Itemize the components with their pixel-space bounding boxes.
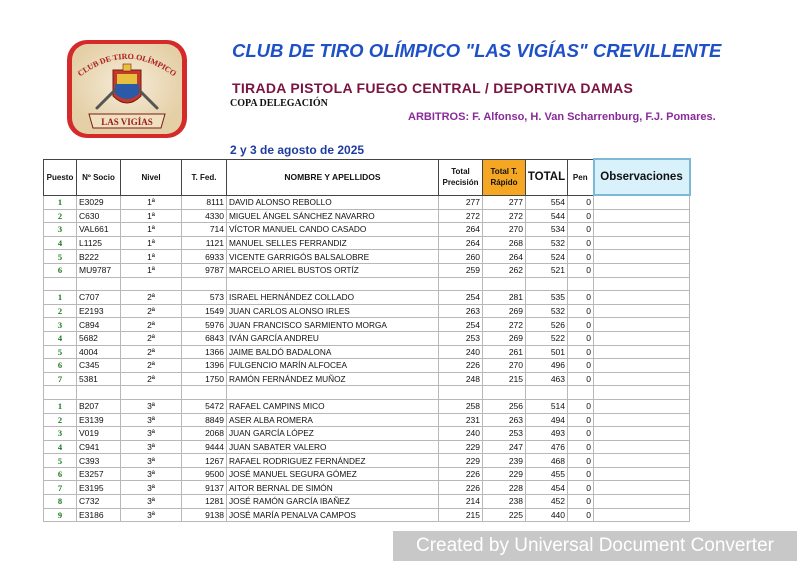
cell-puesto: 8 [44,495,77,509]
cell-observaciones [594,386,690,400]
cell-observaciones [594,454,690,468]
cell-fed: 1549 [182,304,227,318]
cell-pen: 0 [568,495,594,509]
cell-observaciones [594,413,690,427]
cell-socio: E3139 [77,413,121,427]
cell-total [526,386,568,400]
cell-precision [439,277,483,291]
cell-observaciones [594,467,690,481]
cell-precision [439,386,483,400]
cell-fed: 9137 [182,481,227,495]
cell-fed: 714 [182,223,227,237]
event-date: 2 y 3 de agosto de 2025 [230,143,365,157]
cell-precision: 240 [439,345,483,359]
cell-puesto: 3 [44,427,77,441]
table-row [44,195,690,209]
cell-puesto: 1 [44,195,77,209]
table-header-row [44,159,690,195]
cell-nivel: 1ª [121,263,182,277]
cell-rapido: 270 [483,359,526,373]
cell-socio: E3195 [77,481,121,495]
results-table [43,158,691,522]
cell-nombre: AITOR BERNAL DE SIMÓN [227,481,439,495]
cell-fed: 1121 [182,236,227,250]
cell-rapido: 281 [483,291,526,305]
cell-pen: 0 [568,304,594,318]
cell-pen: 0 [568,399,594,413]
table-row [44,223,690,237]
cell-total: 493 [526,427,568,441]
cell-rapido: 264 [483,250,526,264]
cell-total: 521 [526,263,568,277]
cell-nombre: JOSÉ MANUEL SEGURA GÓMEZ [227,467,439,481]
cell-observaciones [594,291,690,305]
cell-puesto: 7 [44,372,77,386]
results-body [44,195,690,522]
cell-precision: 254 [439,291,483,305]
cell-pen: 0 [568,331,594,345]
cell-total: 514 [526,399,568,413]
cell-pen: 0 [568,427,594,441]
cell-observaciones [594,495,690,509]
cell-socio: E3186 [77,508,121,522]
cell-puesto: 6 [44,359,77,373]
cell-fed: 8849 [182,413,227,427]
cell-fed: 1366 [182,345,227,359]
cell-rapido: 263 [483,413,526,427]
cell-puesto: 2 [44,304,77,318]
competition-subtitle: TIRADA PISTOLA FUEGO CENTRAL / DEPORTIVA DAMAS [232,80,634,96]
cell-observaciones [594,223,690,237]
col-header-pen: Pen [568,159,594,195]
cell-puesto: 2 [44,413,77,427]
cell-puesto: 6 [44,263,77,277]
cell-total: 476 [526,440,568,454]
cell-rapido: 229 [483,467,526,481]
cell-nombre: DAVID ALONSO REBOLLO [227,195,439,209]
cell-nivel: 3ª [121,495,182,509]
club-logo [65,38,189,140]
cell-socio [77,386,121,400]
table-row [44,372,690,386]
col-header-total: TOTAL [526,159,568,195]
cell-nombre [227,277,439,291]
cell-nivel: 1ª [121,236,182,250]
cell-observaciones [594,372,690,386]
cell-observaciones [594,440,690,454]
cell-nivel: 2ª [121,291,182,305]
cell-nombre: MIGUEL ÁNGEL SÁNCHEZ NAVARRO [227,209,439,223]
cell-nivel: 2ª [121,318,182,332]
cell-observaciones [594,318,690,332]
cell-precision: 226 [439,481,483,495]
cell-pen: 0 [568,481,594,495]
cell-precision: 260 [439,250,483,264]
cell-total: 454 [526,481,568,495]
cell-observaciones [594,304,690,318]
table-row [44,440,690,454]
cell-fed: 9500 [182,467,227,481]
cell-puesto: 5 [44,250,77,264]
cell-fed: 8111 [182,195,227,209]
cell-total: 532 [526,236,568,250]
cell-precision: 258 [439,399,483,413]
referees-line: ARBITROS: F. Alfonso, H. Van Scharrenburg, F.J. Pomares. [408,111,716,123]
cell-socio: E2193 [77,304,121,318]
cell-nombre: MANUEL SELLES FERRANDIZ [227,236,439,250]
cell-observaciones [594,195,690,209]
table-row [44,250,690,264]
cell-puesto: 7 [44,481,77,495]
cell-nombre: VICENTE GARRIGÓS BALSALOBRE [227,250,439,264]
cell-nivel: 3ª [121,508,182,522]
cell-fed: 1281 [182,495,227,509]
cell-socio: C393 [77,454,121,468]
cell-nivel: 3ª [121,413,182,427]
cell-nombre: VÍCTOR MANUEL CANDO CASADO [227,223,439,237]
cell-pen: 0 [568,467,594,481]
cell-puesto: 9 [44,508,77,522]
cell-observaciones [594,508,690,522]
cell-observaciones [594,236,690,250]
table-row [44,345,690,359]
cell-puesto [44,386,77,400]
cell-nombre: JUAN FRANCISCO SARMIENTO MORGA [227,318,439,332]
cell-rapido: 268 [483,236,526,250]
cell-precision: 214 [439,495,483,509]
col-header-socio: Nº Socio [77,159,121,195]
cell-rapido: 277 [483,195,526,209]
cell-fed: 5976 [182,318,227,332]
table-row [44,304,690,318]
cell-socio: C707 [77,291,121,305]
cell-socio: 5682 [77,331,121,345]
cell-pen: 0 [568,223,594,237]
cell-nivel: 3ª [121,481,182,495]
cell-observaciones [594,277,690,291]
cell-fed [182,277,227,291]
cell-nombre: MARCELO ARIEL BUSTOS ORTÍZ [227,263,439,277]
cell-nombre: ISRAEL HERNÁNDEZ COLLADO [227,291,439,305]
table-row [44,318,690,332]
cell-total: 532 [526,304,568,318]
col-header-precision [439,159,483,195]
cell-nombre: JOSÉ RAMÓN GARCÍA IBAÑEZ [227,495,439,509]
col-header-nivel: Nivel [121,159,182,195]
cell-nombre [227,386,439,400]
table-row [44,263,690,277]
cell-total: 554 [526,195,568,209]
cell-observaciones [594,331,690,345]
cell-precision: 254 [439,318,483,332]
cell-pen: 0 [568,413,594,427]
cell-puesto: 1 [44,291,77,305]
cell-total: 463 [526,372,568,386]
cell-nivel [121,277,182,291]
cell-fed: 6933 [182,250,227,264]
cell-nivel: 2ª [121,345,182,359]
table-row [44,331,690,345]
cell-fed: 573 [182,291,227,305]
cell-puesto: 5 [44,454,77,468]
cell-fed [182,386,227,400]
table-row [44,481,690,495]
cell-fed: 1750 [182,372,227,386]
cell-precision: 272 [439,209,483,223]
cell-nivel: 3ª [121,467,182,481]
cell-pen: 0 [568,440,594,454]
cell-puesto: 2 [44,209,77,223]
cell-nivel: 1ª [121,223,182,237]
table-row [44,427,690,441]
cell-observaciones [594,359,690,373]
cell-socio: E3029 [77,195,121,209]
cell-nivel: 2ª [121,304,182,318]
cell-socio: C894 [77,318,121,332]
cell-total [526,277,568,291]
cell-rapido: 247 [483,440,526,454]
cell-precision: 226 [439,359,483,373]
cell-observaciones [594,209,690,223]
table-row [44,236,690,250]
cell-precision: 277 [439,195,483,209]
cell-nombre: JOSÉ MARÍA PENALVA CAMPOS [227,508,439,522]
cell-precision: 259 [439,263,483,277]
cell-precision: 264 [439,223,483,237]
cell-fed: 6843 [182,331,227,345]
cell-pen: 0 [568,209,594,223]
cell-rapido: 228 [483,481,526,495]
cell-pen: 0 [568,372,594,386]
cell-nombre: JAIME BALDÓ BADALONA [227,345,439,359]
cell-socio: MU9787 [77,263,121,277]
cell-nivel: 1ª [121,250,182,264]
cell-precision: 263 [439,304,483,318]
cell-fed: 1396 [182,359,227,373]
cell-socio: E3257 [77,467,121,481]
cell-puesto: 4 [44,440,77,454]
cell-socio: C732 [77,495,121,509]
cell-pen: 0 [568,318,594,332]
cell-total: 440 [526,508,568,522]
col-header-fed: T. Fed. [182,159,227,195]
cell-fed: 9138 [182,508,227,522]
cell-total: 494 [526,413,568,427]
cell-socio [77,277,121,291]
cell-socio: 4004 [77,345,121,359]
cell-precision: 253 [439,331,483,345]
cell-observaciones [594,399,690,413]
cell-puesto: 4 [44,236,77,250]
cell-fed: 4330 [182,209,227,223]
cell-rapido: 262 [483,263,526,277]
cell-rapido: 253 [483,427,526,441]
cell-fed: 2068 [182,427,227,441]
cell-rapido: 215 [483,372,526,386]
cell-total: 544 [526,209,568,223]
col-header-nombre: NOMBRE Y APELLIDOS [227,159,439,195]
cell-total: 452 [526,495,568,509]
cell-rapido: 272 [483,318,526,332]
cell-rapido: 269 [483,331,526,345]
cell-rapido: 256 [483,399,526,413]
cell-nivel: 3ª [121,440,182,454]
table-row [44,467,690,481]
cell-nombre: RAFAEL CAMPINS MICO [227,399,439,413]
cell-nombre: JUAN GARCÍA LÓPEZ [227,427,439,441]
cell-pen: 0 [568,345,594,359]
cell-puesto: 4 [44,331,77,345]
cell-puesto [44,277,77,291]
cell-observaciones [594,250,690,264]
col-header-rapido [483,159,526,195]
cell-total: 534 [526,223,568,237]
cell-nombre: RAMÓN FERNÁNDEZ MUÑOZ [227,372,439,386]
cell-socio: VAL661 [77,223,121,237]
cell-fed: 9787 [182,263,227,277]
cell-pen: 0 [568,195,594,209]
cell-precision: 240 [439,427,483,441]
cell-total: 535 [526,291,568,305]
cell-precision: 248 [439,372,483,386]
cell-precision: 226 [439,467,483,481]
cell-pen: 0 [568,359,594,373]
cell-rapido [483,277,526,291]
cell-socio: C941 [77,440,121,454]
cell-rapido: 238 [483,495,526,509]
cell-puesto: 3 [44,223,77,237]
cell-precision: 215 [439,508,483,522]
col-header-rapido-line1: Total T. [490,167,518,176]
cell-fed: 1267 [182,454,227,468]
cell-puesto: 1 [44,399,77,413]
cell-nivel: 3ª [121,454,182,468]
cell-observaciones [594,427,690,441]
cell-total: 496 [526,359,568,373]
cell-rapido [483,386,526,400]
col-header-puesto: Puesto [44,159,77,195]
cell-socio: B207 [77,399,121,413]
cell-nivel: 2ª [121,372,182,386]
cell-nombre: FULGENCIO MARÍN ALFOCEA [227,359,439,373]
cell-socio: V019 [77,427,121,441]
table-row [44,508,690,522]
cup-label: COPA DELEGACIÓN [230,98,328,109]
cell-precision: 229 [439,454,483,468]
logo-top-text: CLUB DE TIRO OLÍMPICO [76,51,178,79]
cell-precision: 264 [439,236,483,250]
cell-pen: 0 [568,508,594,522]
table-row [44,399,690,413]
cell-total: 455 [526,467,568,481]
table-row [44,386,690,400]
page-title: CLUB DE TIRO OLÍMPICO "LAS VIGÍAS" CREVILLENTE [232,40,722,61]
cell-pen: 0 [568,454,594,468]
cell-nivel: 2ª [121,331,182,345]
col-header-rapido-line2: Rápido [490,178,518,187]
cell-observaciones [594,481,690,495]
cell-total: 526 [526,318,568,332]
table-row [44,413,690,427]
cell-nombre: ASER ALBA ROMERA [227,413,439,427]
cell-nivel [121,386,182,400]
table-row [44,454,690,468]
cell-socio: L1125 [77,236,121,250]
cell-nivel: 1ª [121,209,182,223]
col-header-observaciones: Observaciones [594,159,690,195]
cell-nivel: 3ª [121,427,182,441]
cell-fed: 9444 [182,440,227,454]
watermark-banner: Created by Universal Document Converter [393,531,797,561]
cell-socio: B222 [77,250,121,264]
cell-pen [568,277,594,291]
cell-nivel: 2ª [121,359,182,373]
table-row [44,209,690,223]
cell-total: 524 [526,250,568,264]
cell-pen: 0 [568,236,594,250]
cell-rapido: 269 [483,304,526,318]
cell-rapido: 225 [483,508,526,522]
cell-rapido: 272 [483,209,526,223]
cell-socio: C630 [77,209,121,223]
table-row [44,277,690,291]
cell-observaciones [594,263,690,277]
cell-nombre: IVÁN GARCÍA ANDREU [227,331,439,345]
table-row [44,359,690,373]
cell-pen: 0 [568,291,594,305]
table-row [44,495,690,509]
cell-fed: 5472 [182,399,227,413]
cell-nivel: 1ª [121,195,182,209]
cell-pen: 0 [568,263,594,277]
cell-rapido: 239 [483,454,526,468]
cell-puesto: 6 [44,467,77,481]
cell-nivel: 3ª [121,399,182,413]
results-table-wrapper [43,158,691,522]
cell-nombre: JUAN SABATER VALERO [227,440,439,454]
cell-puesto: 5 [44,345,77,359]
cell-socio: 5381 [77,372,121,386]
cell-nombre: JUAN CARLOS ALONSO IRLES [227,304,439,318]
cell-rapido: 261 [483,345,526,359]
col-header-precision-line1: Total [451,167,470,176]
cell-precision: 231 [439,413,483,427]
cell-puesto: 3 [44,318,77,332]
cell-rapido: 270 [483,223,526,237]
cell-pen: 0 [568,250,594,264]
cell-socio: C345 [77,359,121,373]
cell-total: 501 [526,345,568,359]
cell-observaciones [594,345,690,359]
cell-total: 522 [526,331,568,345]
cell-precision: 229 [439,440,483,454]
cell-total: 468 [526,454,568,468]
cell-pen [568,386,594,400]
cell-nombre: RAFAEL RODRIGUEZ FERNÁNDEZ [227,454,439,468]
logo-bottom-text: LAS VIGÍAS [101,117,153,127]
col-header-precision-line2: Precisión [442,178,479,187]
table-row [44,291,690,305]
